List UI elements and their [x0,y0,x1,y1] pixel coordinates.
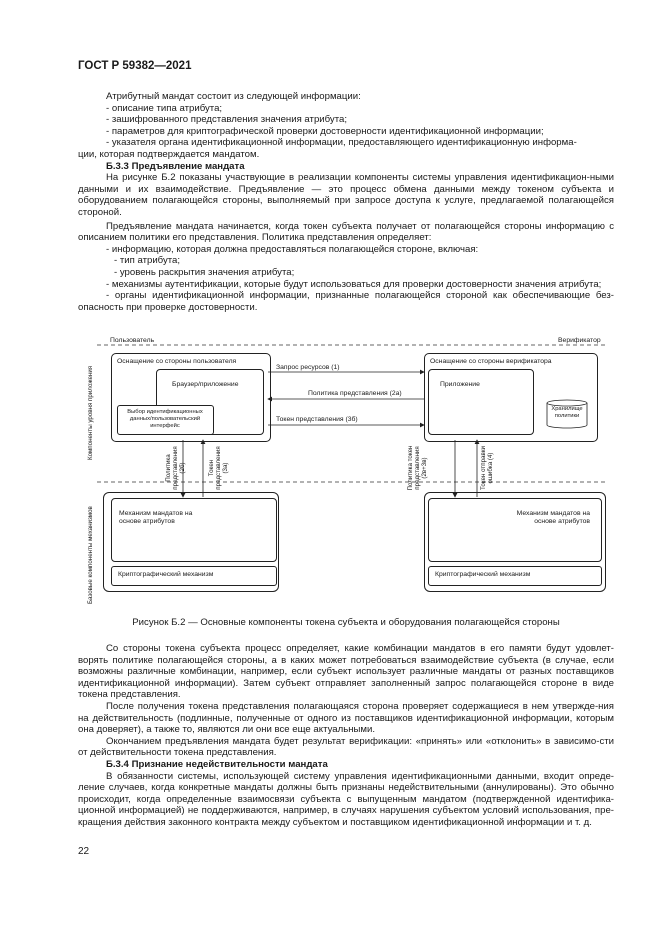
arrow-policy-label: Политика представления (2а) [308,390,402,397]
page-number: 22 [78,846,90,857]
list-item: - уровень раскрытия значения атрибута; [114,266,295,278]
list-item-continuation: ции, которая подтверждается мандатом. [78,148,260,160]
paragraph: В обязанности системы, использующей систему управления идентификационными данными, входит опреде-ление случаев, когда конкретные мандаты должны быть признаны недействительными (аннулированы). Это обычно происходит, когда определенные взаимосвязи субъекта с выпущенным мандатом (подтвержденной идентифика-ционной информацией) не поддерживаются, например, в случаях нарушения субъектом условий использования, пре-кращения действия законного контракта между субъектом и поставщиком идентификационной информации и т. д. [78,770,614,828]
paragraph: Со стороны токена субъекта процесс определяет, какие комбинации мандатов в его памяти будут удовлет-ворять политике полагающейся стороны, а в каких может потребоваться взаимодействие субъекта (в случае, если возможны различные комбинации, например, если субъект использует различные мандаты от разных поставщиков идентификационной информации). Затем субъект отправляет заполненный запрос полагающейся стороне в виде токена представления. [78,643,614,701]
v-left-label-2: Токен представления (3а) [208,446,229,490]
right-mandate-label: Механизм мандатов на основе атрибутов [516,510,590,525]
arrow-token-label: Токен представления (3б) [276,416,358,423]
section-heading-b33: Б.3.3 Предъявление мандата [106,160,245,172]
left-mandate-box [111,498,277,562]
vertical-label-base: Базовые компоненты механизмов [87,506,94,604]
list-item: - описание типа атрибута; [106,102,223,114]
list-item: - параметров для криптографической проверки достоверности идентификационной информации; [106,125,544,137]
application-box [428,369,534,435]
right-mandate-box [428,498,602,562]
left-crypto-label: Криптографический механизм [118,571,214,578]
v-right-label-2: Токен отправки ошибка (4) [480,446,494,490]
user-equipment-label: Оснащение со стороны пользователя [117,358,237,365]
list-item: - зашифрованного представления значения атрибута; [106,114,348,126]
list-item: - органы идентификационной информации, признанные полагающейся стороной как обеспечивающие без-опасность при проверке достоверности. [78,290,614,313]
policy-store-label: Хранилище политики [551,406,583,419]
application-label: Приложение [440,381,480,388]
presentation-block [78,643,614,829]
user-label: Пользователь [110,337,155,344]
browser-label: Браузер/приложение [172,381,239,388]
list-item: - указателя органа идентификационной информации, предоставляющего идентификационную информа- [106,137,577,149]
paragraph: Предъявление мандата начинается, когда токен субъекта получает от полагающейся стороны информацию с описанием политики его представления. Политика представления определяет: [78,220,614,244]
section-heading-b34: Б.3.4 Признание недействительности мандата [106,758,328,770]
figure-caption: Рисунок Б.2 — Основные компоненты токена субъекта и оборудования полагающейся стороны [132,617,560,628]
paragraph: Атрибутный мандат состоит из следующей информации: [106,91,361,102]
verifier-label: Верификатор [558,337,601,344]
list-item: - механизмы аутентификации, которые будут использоваться для проверки достоверности значения атрибута; [106,278,602,290]
paragraph: Окончанием предъявления мандата будет результат верификации: «принять» или «отклонить» в зависимо-сти от действительности токена представления. [78,735,614,759]
v-left-label-1: Политика представления (2б) [165,446,186,490]
v-right-label-1: Политика токен представления (2в+3в) [407,445,428,491]
paragraph: После получения токена представления полагающаяся сторона проверяет содержащиеся в нем утвержде-ния на действительность (подлинные, полученные от одного из поставщиков идентификационной информации, которым она доверяет), а также то, являются ли они все еще актуальными. [78,700,614,736]
vertical-label-app: Компоненты уровня приложения [87,365,94,460]
arrow-request-label: Запрос ресурсов (1) [276,364,340,371]
left-mandate-label: Механизм мандатов на основе атрибутов [119,510,193,525]
verifier-equipment-label: Оснащение со стороны верификатора [430,358,552,365]
list-item: - информацию, которая должна предоставляться полагающейся стороне, включая: [106,243,479,255]
list-item: - тип атрибута; [114,255,181,267]
document-number: ГОСТ Р 59382—2021 [78,60,192,72]
selection-interface-label: Выбор идентификационных данных/пользовательский интерфейс [127,409,203,429]
paragraph: На рисунке Б.2 показаны участвующие в реализации компоненты системы управления идентификацион-ными данными и их взаимодействие. Предъявление — это процесс обмена данными между токеном субъекта и оборудованием полагающейся стороны, выполняемый при запросе доступа к услуге, предлагаемой полагающейся стороной. [78,172,614,218]
right-crypto-label: Криптографический механизм [435,571,531,578]
